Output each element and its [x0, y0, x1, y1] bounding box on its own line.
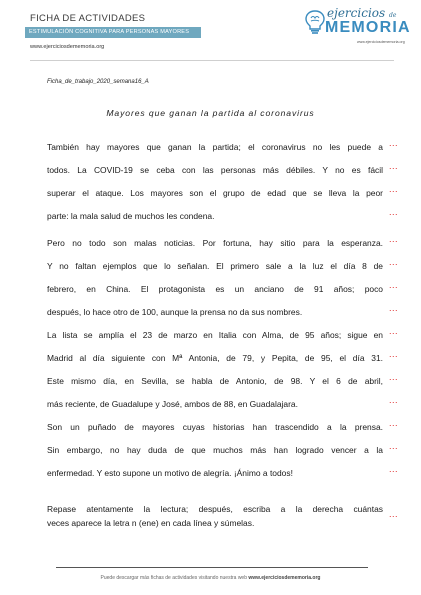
text-line: Y no faltan ejemplos que lo señalan. El primero sale a la luz el día 8 de: [47, 261, 383, 271]
brain-bulb-icon: [305, 10, 325, 34]
instructions: [47, 502, 383, 530]
logo: [305, 6, 410, 50]
answer-blank[interactable]: ...: [389, 207, 399, 217]
logo-url: www.ejerciciosdememoria.org: [357, 40, 405, 44]
answer-blank[interactable]: ...: [389, 257, 399, 267]
header-band: ESTIMULACIÓN COGNITIVA PARA PERSONAS MAYORES: [25, 27, 201, 38]
document-code: Ficha_de_trabajo_2020_semana16_A: [47, 79, 149, 85]
answer-blank[interactable]: ...: [389, 280, 399, 290]
answer-blank[interactable]: ...: [389, 161, 399, 171]
text-line: También hay mayores que ganan la partida; el coronavirus no les puede a: [47, 142, 383, 152]
text-line: enfermedad. Y esto supone un motivo de alegría. ¡Ánimo a todos!: [47, 468, 293, 478]
answer-blank[interactable]: ...: [389, 234, 399, 244]
text-line: La lista se amplía el 23 de marzo en Italia con Alma, de 95 años; sigue en: [47, 330, 383, 340]
answer-blank[interactable]: ...: [389, 303, 399, 313]
footer-url[interactable]: www.ejerciciosdememoria.org: [248, 575, 321, 581]
answer-blank[interactable]: ...: [389, 138, 399, 148]
answer-blank[interactable]: ...: [389, 464, 399, 474]
text-line: Son un puñado de mayores cuyas historias han trascendido a la prensa.: [47, 422, 383, 432]
header: [0, 0, 421, 58]
header-url[interactable]: www.ejerciciosdememoria.org: [30, 44, 105, 50]
answer-blank[interactable]: ...: [389, 418, 399, 428]
answer-blank[interactable]: ...: [389, 441, 399, 451]
text-line: parte: la mala salud de muchos les condena.: [47, 211, 215, 221]
answer-blank[interactable]: ...: [389, 395, 399, 405]
text-line: después, lo hace otro de 100, aunque la prensa no da sus nombres.: [47, 307, 303, 317]
paragraph-2: [47, 232, 383, 324]
header-divider: [30, 60, 394, 61]
answer-blank[interactable]: ...: [389, 184, 399, 194]
footer-divider: [56, 567, 368, 568]
paragraph-4: [47, 416, 383, 485]
answer-blank[interactable]: ...: [389, 372, 399, 382]
footer: [0, 575, 421, 581]
text-line: Pero no todo son malas noticias. Por fortuna, hay sitio para la esperanza.: [47, 238, 383, 248]
text-line: febrero, en China. El protagonista es un anciano de 91 años; poco: [47, 284, 383, 294]
logo-top-text: ejercicios de: [327, 6, 397, 20]
header-title: FICHA DE ACTIVIDADES: [30, 13, 146, 24]
logo-main-text: MEMORIA: [325, 19, 411, 36]
text-line: Sin embargo, no hay duda de que muchos más han logrado vencer a la: [47, 445, 383, 455]
total-answer-blank[interactable]: ...: [389, 509, 399, 519]
document-title: Mayores que ganan la partida al coronavirus: [106, 108, 315, 118]
answer-blank[interactable]: ...: [389, 349, 399, 359]
text-line: Este mismo día, en Sevilla, se habla de Antonio, de 98. Y el 6 de abril,: [47, 376, 383, 386]
paragraph-3: [47, 324, 383, 416]
paragraph-1: [47, 136, 383, 228]
answer-blank[interactable]: ...: [389, 326, 399, 336]
text-line: superar el ataque. Los mayores son el grupo de edad que se lleva la peor: [47, 188, 383, 198]
footer-text: Puede descargar más fichas de actividades visitando nuestra web: [100, 575, 247, 581]
text-line: veces aparece la letra n (ene) en cada línea y súmelas.: [47, 518, 255, 528]
text-line: Repase atentamente la lectura; después, escriba a la derecha cuántas: [47, 504, 383, 514]
text-line: Madrid al día siguiente con Mª Antonia, de 79, y Pepita, de 95, el día 31.: [47, 353, 383, 363]
text-line: todos. La COVID-19 se ceba con las personas más débiles. Y no es fácil: [47, 165, 383, 175]
text-line: más reciente, de Guadalupe y José, ambos de 88, en Guadalajara.: [47, 399, 298, 409]
